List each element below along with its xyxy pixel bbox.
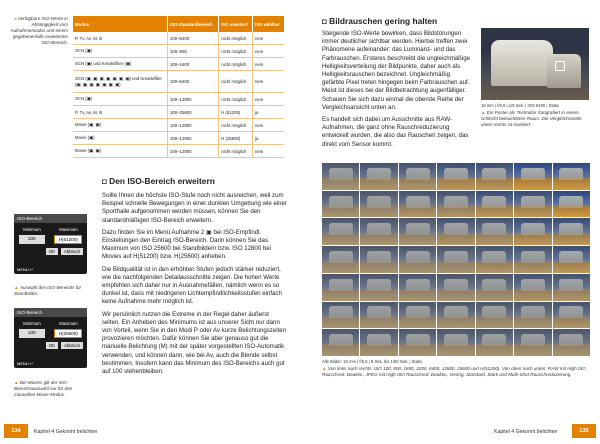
noise-sample — [553, 246, 590, 273]
max-value[interactable]: H(51200) — [54, 235, 82, 244]
noise-sample — [437, 302, 474, 329]
min-label: Minimum — [23, 321, 41, 326]
noise-sample — [322, 274, 359, 301]
camera-icon: ◘ — [102, 177, 107, 186]
paragraph: Sollte Ihnen die höchste ISO-Stufe noch nicht ausreichen, weil zum Beispiel schnelle Bewegungen in einer dunklen Umgebung wie einer Sporthalle aufgenommen werden müssen, können Sie den standardmäßigen ISO-Bereich erweitern. — [102, 192, 287, 224]
table-row: Movie (▣) 100–12800 H (25600) ja — [73, 132, 284, 145]
body-text — [102, 192, 288, 376]
noise-sample — [360, 329, 397, 356]
table-row: Movie (▣, ▣) 100–12800 nicht möglich nein — [73, 145, 284, 158]
noise-sample — [476, 163, 513, 190]
iso-table — [73, 16, 284, 158]
noise-sample — [514, 274, 551, 301]
footer-chapter: Kapitel 4 Gekonnt belichten — [34, 429, 98, 435]
table-header: ISO-Standardbereich — [168, 16, 219, 32]
noise-sample — [360, 274, 397, 301]
min-value[interactable]: 100 — [19, 235, 45, 244]
cancel-button[interactable]: Abbruch — [61, 342, 83, 349]
noise-sample — [360, 191, 397, 218]
paragraph: Dazu finden Sie im Menü Aufnahme 2 ▣ bei ISO-Empfindl. Einstellungen den Eintrag ISO-Bereich. Darin können Sie das Maximum von ISO 25600 bei Standbildern bzw. ISO 12800 bei Movies auf H(51200) bzw. H(25600) anheben. — [102, 228, 272, 261]
noise-sample — [437, 274, 474, 301]
iso-range-dialog-stills — [14, 214, 87, 274]
dialog1-caption: ▲ Auswahl des ISO-Bereichs für Standbilder. — [14, 285, 82, 296]
noise-sample — [514, 302, 551, 329]
noise-sample — [399, 302, 436, 329]
ok-button[interactable]: OK — [46, 248, 58, 255]
noise-sample — [322, 329, 359, 356]
page-number: 134 — [4, 424, 28, 438]
noise-sample — [399, 274, 436, 301]
dialog-title: ISO-Bereich — [14, 214, 87, 223]
noise-sample — [476, 329, 513, 356]
table-header: ISO wählbar — [253, 16, 284, 32]
table-row: SCN (▣, ▣, ▣, ▣, ▣, ▣, ▣) und Kreativfilter (▣, ▣, ▣, ▣, ▣, ▣, ▣) 100–6400 nicht möglich nein — [73, 71, 284, 93]
noise-sample — [514, 218, 551, 245]
noise-sample — [437, 218, 474, 245]
noise-sample — [322, 302, 359, 329]
noise-sample — [514, 246, 551, 273]
noise-sample — [476, 274, 513, 301]
iso-range-dialog-movies — [14, 308, 87, 368]
noise-sample — [322, 163, 359, 190]
table-row: SCN (▣) 100–800 nicht möglich nein — [73, 45, 284, 58]
max-label: Maximum — [59, 227, 78, 232]
ok-button[interactable]: OK — [46, 342, 58, 349]
noise-sample — [437, 163, 474, 190]
photo-caption: ▲ Ein Poster als Testmotiv, fotografiert in einem schlecht beleuchteten Raum. Die Vergleichsstelle unten rechts ist markiert. — [481, 110, 582, 127]
camera-icon: ◘ — [322, 17, 327, 26]
min-value[interactable]: 100 — [19, 329, 45, 338]
noise-sample — [399, 246, 436, 273]
noise-sample — [437, 329, 474, 356]
noise-sample — [514, 329, 551, 356]
noise-sample — [360, 302, 397, 329]
noise-comparison-grid — [322, 163, 590, 356]
noise-sample — [553, 302, 590, 329]
noise-sample — [360, 163, 397, 190]
noise-sample — [322, 191, 359, 218]
noise-sample — [476, 191, 513, 218]
table-row: P, Tv, Av, M, B 100–25600 H (51200) ja — [73, 106, 284, 119]
menu-back-icon: MENU ↩ — [17, 361, 34, 366]
min-label: Minimum — [23, 227, 41, 232]
noise-sample — [553, 329, 590, 356]
body-text — [322, 30, 474, 149]
table-row: SCN (▣) 100–12800 nicht möglich nein — [73, 93, 284, 106]
table-row: P, Tv, Av, M, B 100–6400 nicht möglich nein — [73, 32, 284, 45]
noise-sample — [437, 191, 474, 218]
noise-sample — [399, 218, 436, 245]
footer-chapter: Kapitel 4 Gekonnt belichten — [494, 429, 558, 435]
table-header: Modus — [73, 16, 168, 32]
noise-sample — [514, 163, 551, 190]
noise-sample — [553, 163, 590, 190]
right-page — [300, 0, 600, 444]
dialog-title: ISO-Bereich — [14, 308, 87, 317]
paragraph: Wir persönlich nutzen die Extreme in der Regel daher äußerst selten. Ein Anheben des Minimums ist aus unserer Sicht nur dann von Vorteil, wenn Sie in den Modi P oder Av kurze Belichtungszeiten provozieren möchten. Dafür können Sie aber genauso gut die manuelle Belichtung (M) mit der später vorgestellten ISO-Automatik verwenden, und können dann, wie bei Av, auch die Blende selbst bestimmen. Insofern kann das Minimum des ISO-Bereichs auch gut auf 100 stehenbleiben. — [102, 310, 287, 376]
noise-sample — [322, 246, 359, 273]
table-caption: ◂ Verfügbare ISO-Werte in Abhängigkeit vom Aufnahmemodus und einem gegebenenfalls erweiterten ISO-Bereich. — [10, 16, 68, 45]
section-heading: ◘ Bildrauschen gering halten — [322, 16, 438, 26]
table-header: ISO erweitert — [219, 16, 253, 32]
page-number: 135 — [572, 424, 596, 438]
menu-back-icon: MENU ↩ — [17, 267, 34, 272]
noise-sample — [553, 191, 590, 218]
max-label: Maximum — [59, 321, 78, 326]
photo-meta: 18 mm | f/5,6 | 1/8 Sek. | ISO 6400 | Stativ — [481, 103, 560, 108]
cancel-button[interactable]: Abbruch — [61, 248, 83, 255]
noise-sample — [322, 218, 359, 245]
grid-caption: ▲ Von links nach rechts: ISO 100, 800, 1600, 3200, 6400, 12800, 25600 und H(51200). Von oben nach unten: RAW mit High ISO Rauschred. Deaktiv., JPEG mit High ISO Rauschred. Deaktiv., Gering, Standard, Stark und Multi-Shot-Rauschreduzierung. — [322, 366, 586, 377]
noise-sample — [476, 218, 513, 245]
noise-sample — [399, 191, 436, 218]
noise-sample — [553, 274, 590, 301]
noise-sample — [514, 191, 551, 218]
paragraph: Es handelt sich dabei um Ausschnitte aus RAW-Aufnahmen, die ganz ohne Rauschreduzierung entwickelt wurden, die also das Rauschen zeigen, das direkt vom Sensor kommt. — [322, 116, 469, 148]
noise-sample — [437, 246, 474, 273]
section-heading: ◘ Den ISO-Bereich erweitern — [102, 176, 215, 186]
noise-sample — [360, 218, 397, 245]
dialog2-caption: ▲ Bei Movies gilt der ISO-Bereichsauswahl nur für den manuellen Movie-Modus. — [14, 380, 73, 397]
noise-sample — [399, 163, 436, 190]
paragraph: Die Bildqualität ist in den erhöhten Stufen jedoch stärker reduziert, wie die nachfolgenden Detailausschnitte zeigen. Die hohen Werte empfehlen sich daher nur in Ausnahmefällen, nämlich wenn es so dunkel ist, dass mit niedrigeren Lichtempfindlichkeitsstufen einfach keine Aufnahme mehr möglich ist. — [102, 265, 282, 306]
noise-sample — [399, 329, 436, 356]
noise-sample — [553, 218, 590, 245]
grid-meta: Alle Bilder: 18 mm | f/5,6 | 8 Sek. bis 1/60 Sek. | Stativ — [322, 359, 423, 364]
max-value[interactable]: H(25600) — [54, 329, 82, 338]
test-poster-photo — [481, 28, 589, 100]
paragraph: Steigende ISO-Werte bewirken, dass Bildstörungen immer deutlicher sichtbar werden. Hierbei treffen zwei Phänomene aufeinander: das Luminanz- und das Farbrauschen. Ersteres beschreibt die ungleichmäßige Helligkeitsverteilung der Bildpunkte, daher auch als Helligkeitsrauschen bezeichnet. Ungleichmäßig gefärbte Pixel treten hingegen beim Farbrauschen auf. Meist ist dieses bei der Bildbetrachtung augenfälliger. Schauen Sie sich dazu einmal die oberste Reihe der Vergleichsansicht unten an. — [322, 30, 471, 111]
table-row: SCN (▣) und Kreativfilter (▣) 100–1600 nicht möglich nein — [73, 58, 284, 71]
comparison-marker — [555, 61, 565, 71]
noise-sample — [476, 302, 513, 329]
table-row: Movie (▣, ▣) 100–12800 nicht möglich nein — [73, 119, 284, 132]
noise-sample — [476, 246, 513, 273]
noise-sample — [360, 246, 397, 273]
